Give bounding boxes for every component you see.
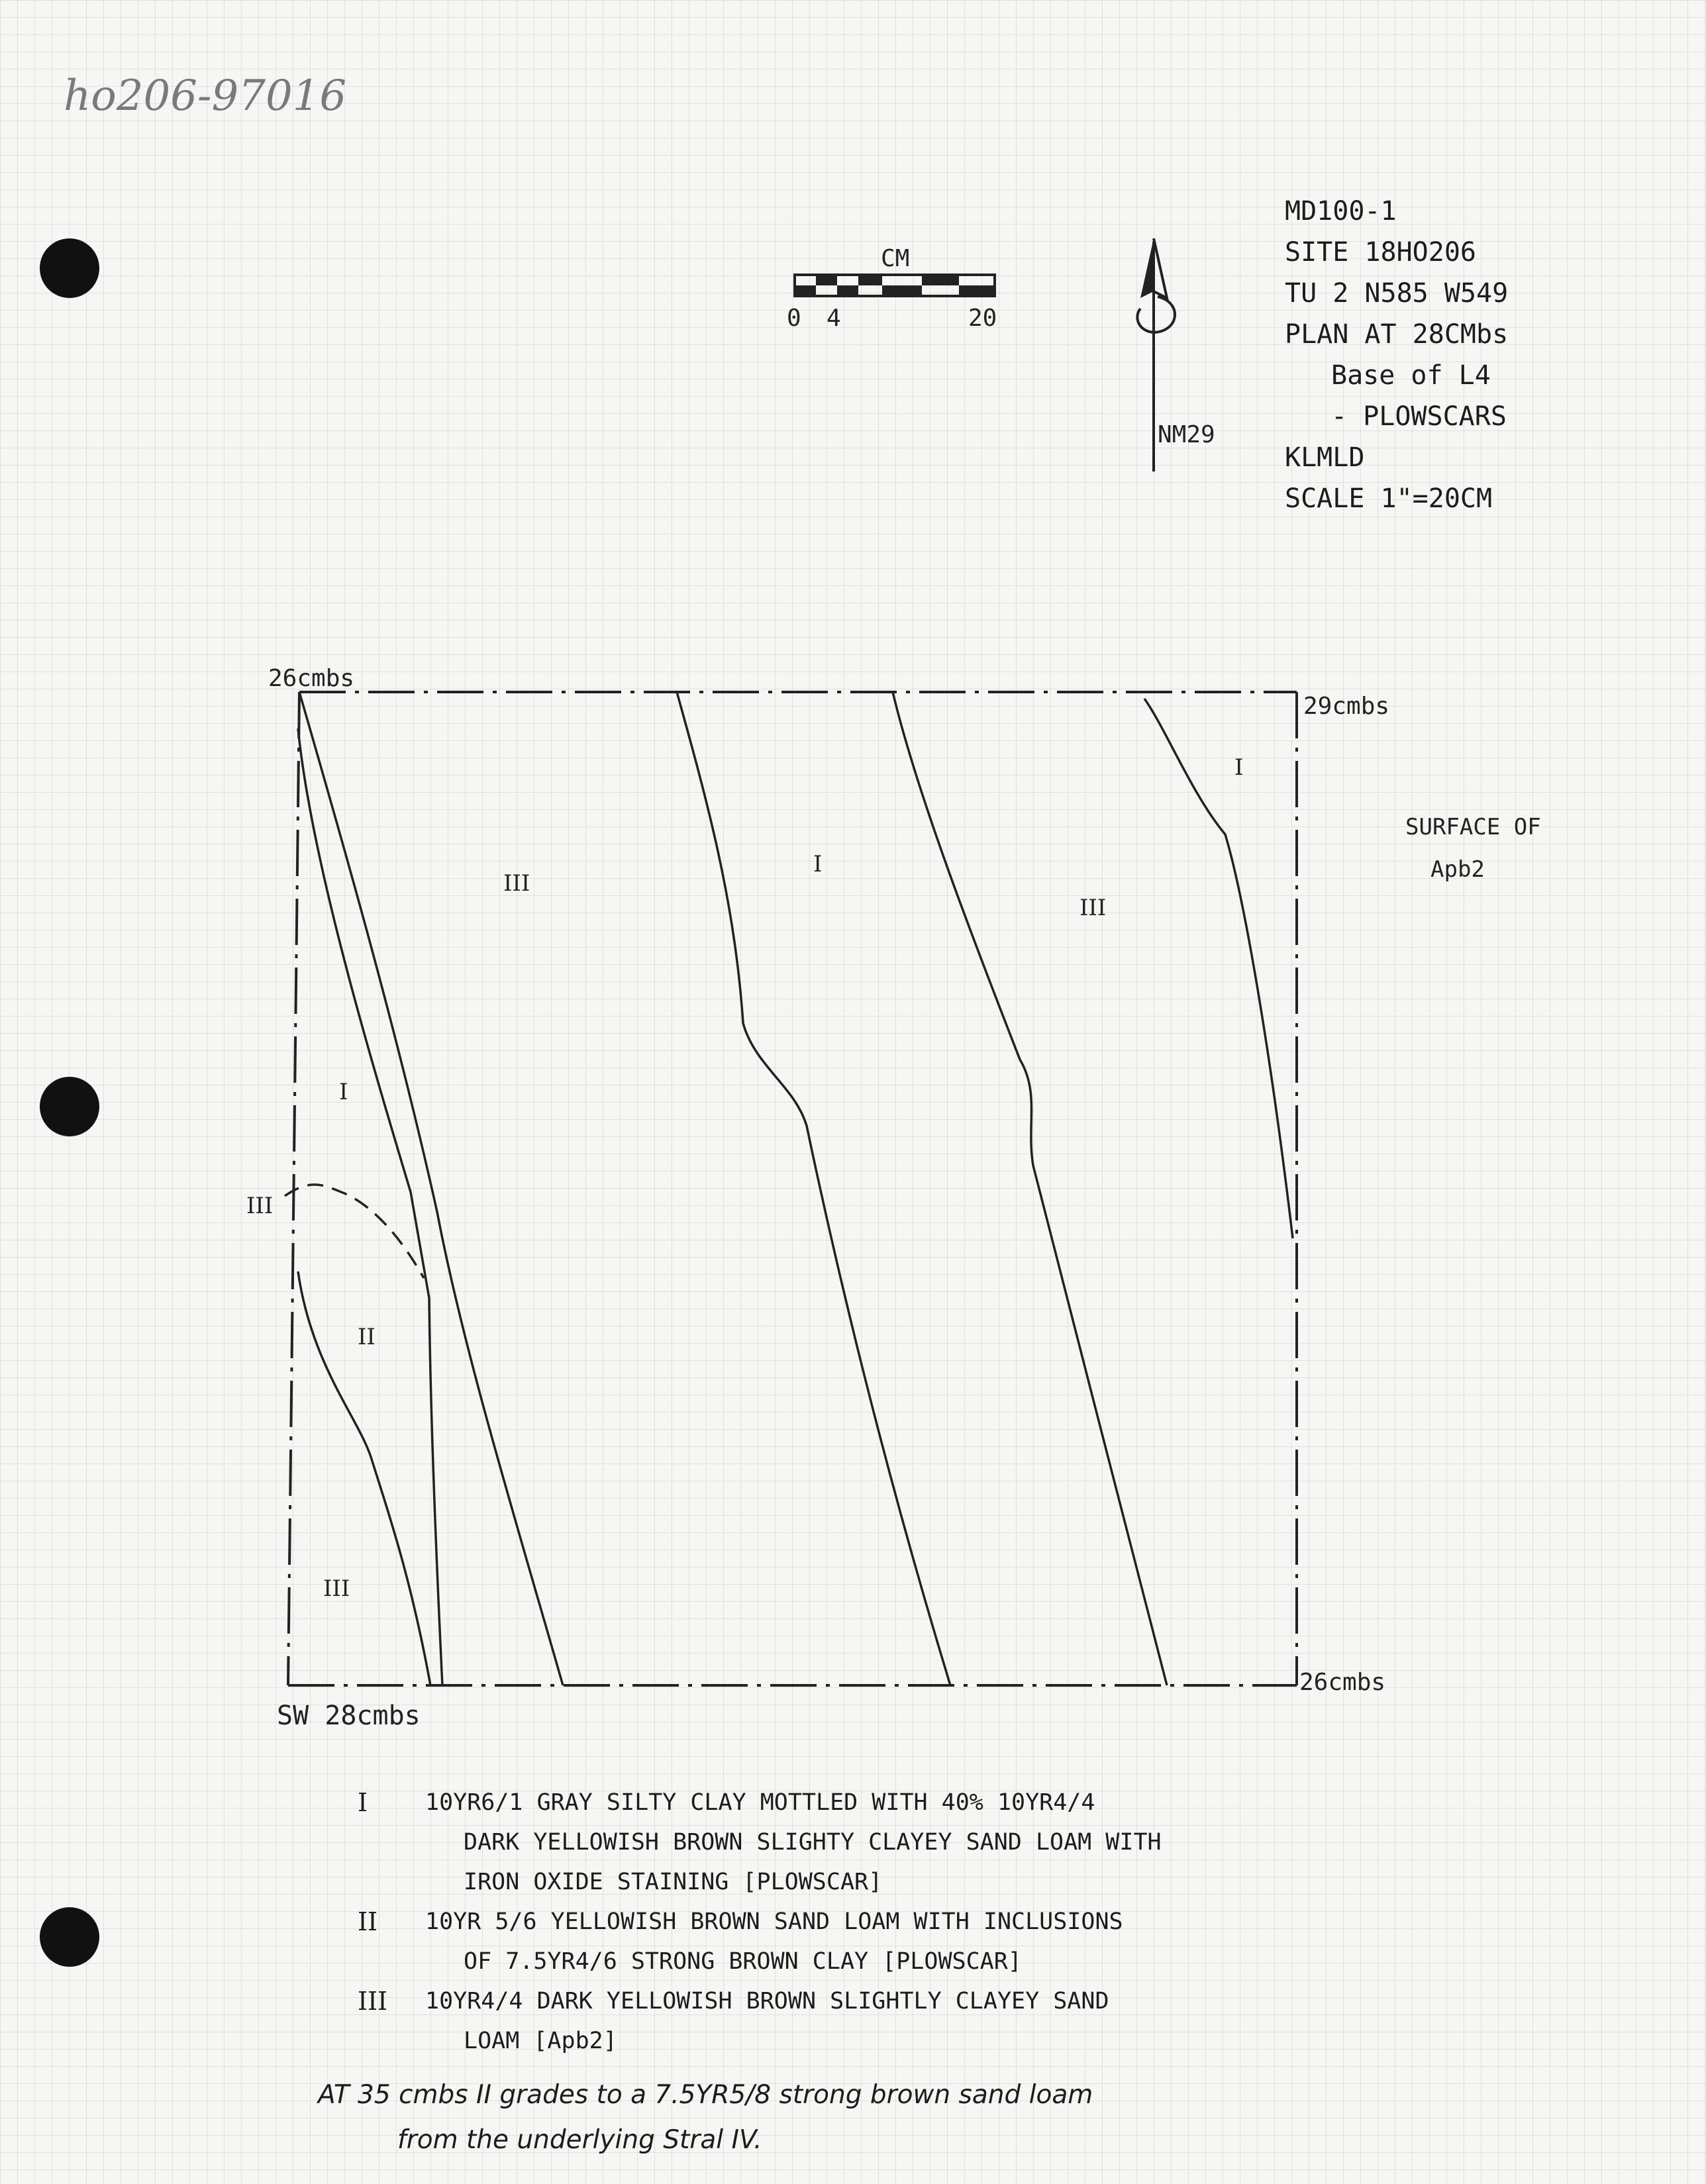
north-arrow-label: NM29	[1158, 421, 1215, 448]
scale-bar	[795, 275, 995, 296]
unit-boundary	[288, 692, 1297, 1685]
legend-text: 10YR4/4 DARK YELLOWISH BROWN SLIGHTLY CLAYEY SAND	[425, 1988, 1109, 2014]
plowscar-edge-2b	[893, 692, 1167, 1685]
legend-entry	[358, 1902, 1162, 1942]
footnote-line: from the underlying Stral IV.	[397, 2125, 762, 2155]
zone-label: III	[503, 870, 530, 897]
scale-tick-4: 4	[827, 305, 841, 332]
legend-numeral: III	[358, 1987, 388, 2016]
document-reference-number: ho206-97016	[64, 72, 347, 121]
corner-depth-bottom-left: SW 28cmbs	[277, 1701, 421, 1731]
plan-level: Base of L4	[1331, 360, 1491, 391]
zone-label: I	[339, 1079, 348, 1105]
test-unit: TU 2 N585 W549	[1285, 278, 1509, 309]
zone-label: I	[1234, 754, 1244, 781]
footnote	[318, 2073, 1093, 2163]
zone-label: III	[1079, 895, 1107, 921]
scale-tick-0: 0	[787, 305, 801, 332]
plan-feature: - PLOWSCARS	[1331, 401, 1507, 432]
corner-depth-top-right: 29cmbs	[1303, 693, 1390, 720]
plowscar-edge-1a	[299, 692, 563, 1685]
drawing-scale: SCALE 1"=20CM	[1285, 483, 1493, 514]
plowscar-edge-2a	[677, 692, 950, 1685]
corner-depth-top-left: 26cmbs	[268, 665, 355, 692]
legend-text: 10YR6/1 GRAY SILTY CLAY MOTTLED WITH 40% 10YR4/4	[425, 1789, 1095, 1816]
zone-label: II	[358, 1324, 376, 1350]
legend-entry	[358, 1981, 1162, 2021]
zone-ii-dashed-boundary	[285, 1185, 424, 1278]
plowscar-edge-3	[1144, 699, 1293, 1238]
legend-text: LOAM [Apb2]	[464, 2028, 617, 2054]
corner-depth-bottom-right: 26cmbs	[1299, 1669, 1386, 1696]
plan-depth: PLAN AT 28CMbs	[1285, 319, 1509, 350]
legend-numeral: II	[358, 1907, 378, 1936]
legend-text: DARK YELLOWISH BROWN SLIGHTY CLAYEY SAND LOAM WITH	[464, 1829, 1162, 1856]
scale-tick-20: 20	[968, 305, 997, 332]
zone-label: III	[246, 1193, 274, 1219]
recorder-initials: KLMLD	[1285, 442, 1365, 473]
surface-label-unit: Apb2	[1430, 856, 1485, 883]
zone-label: III	[323, 1575, 350, 1602]
surface-label: SURFACE OF	[1405, 814, 1541, 840]
scale-unit-label: CM	[881, 245, 910, 272]
legend-text: 10YR 5/6 YELLOWISH BROWN SAND LOAM WITH INCLUSIONS	[425, 1909, 1123, 1935]
legend-text: OF 7.5YR4/6 STRONG BROWN CLAY [PLOWSCAR]	[464, 1948, 1022, 1975]
soil-legend	[358, 1783, 1162, 2061]
plowscar-edge-1b	[298, 728, 442, 1685]
legend-text: IRON OXIDE STAINING [PLOWSCAR]	[464, 1869, 883, 1895]
footnote-line: AT 35 cmbs II grades to a 7.5YR5/8 strong brown sand loam	[318, 2080, 1093, 2110]
legend-entry	[358, 1783, 1162, 1822]
project-code: MD100-1	[1285, 196, 1397, 226]
site-number: SITE 18HO206	[1285, 237, 1476, 268]
zone-label: I	[813, 851, 823, 877]
legend-numeral: I	[358, 1788, 368, 1817]
